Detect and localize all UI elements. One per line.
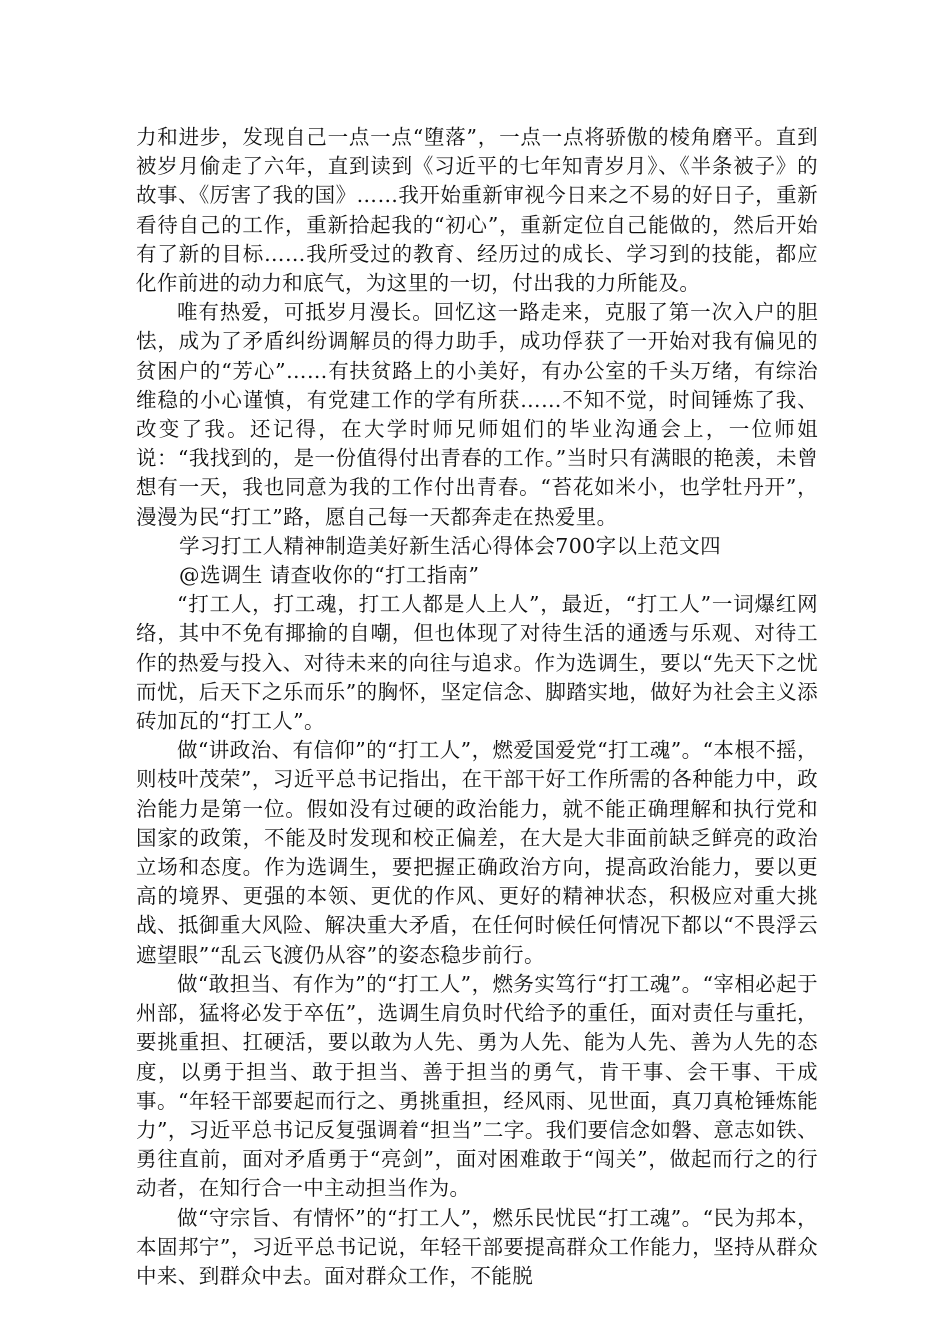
paragraph-continuation: 力和进步，发现自己一点一点“堕落”，一点一点将骄傲的棱角磨平。直到被岁月偷走了六年，直到读到《习近平的七年知青岁月》、《半条被子》的故事、《厉害了我的国》……我开始重新审视今日来之不易的好日子，重新看待自己的工作，重新拾起我的“初心”，重新定位自己能做的，然后开始有了新的目标……我所受过的教育、经历过的成长、学习到的技能，都应化作前进的动力和底气，为这里的一切，付出我的力所能及。	[136, 125, 818, 296]
paragraph-intro: “打工人，打工魂，打工人都是人上人”，最近，“打工人”一词爆红网络，其中不免有揶揄的自嘲，但也体现了对待生活的通透与乐观、对待工作的热爱与投入、对待未来的向往与追求。作为选调生，要以“先天下之忧而忧，后天下之乐而乐”的胸怀，坚定信念、脚踏实地，做好为社会主义添砖加瓦的“打工人”。	[136, 592, 818, 734]
section-title: 学习打工人精神制造美好新生活心得体会700字以上范文四	[179, 533, 721, 558]
paragraph-passion: 唯有热爱，可抵岁月漫长。回忆这一路走来，克服了第一次入户的胆怯，成为了矛盾纠纷调解员的得力助手，成功俘获了一开始对我有偏见的贫困户的“芳心”……有扶贫路上的小美好，有办公室的千头万绪，有综治维稳的小心谨慎，有党建工作的学有所获……不知不觉，时间锤炼了我、改变了我。还记得，在大学时师兄师姐们的毕业沟通会上，一位师姐说：“我找到的，是一份值得付出青春的工作。”当时只有满眼的艳羡，未曾想有一天，我也同意为我的工作付出青春。“苔花如米小，也学牡丹开”，漫漫为民“打工”路，愿自己每一天都奔走在热爱里。	[136, 300, 818, 529]
paragraph-politics: 做“讲政治、有信仰”的“打工人”，燃爱国爱党“打工魂”。“本根不摇，则枝叶茂荣”，习近平总书记指出，在干部干好工作所需的各种能力中，政治能力是第一位。假如没有过硬的政治能力，就不能正确理解和执行党和国家的政策，不能及时发现和校正偏差，在大是大非面前缺乏鲜亮的政治立场和态度。作为选调生，要把握正确政治方向，提高政治能力，要以更高的境界、更强的本领、更优的作风、更好的精神状态，积极应对重大挑战、抵御重大风险、解决重大矛盾，在任何时候任何情况下都以“不畏浮云遮望眼”“乱云飞渡仍从容”的姿态稳步前行。	[136, 738, 818, 967]
paragraph-people: 做“守宗旨、有情怀”的“打工人”，燃乐民忧民“打工魂”。“民为邦本，本固邦宁”，习近平总书记说，年轻干部要提高群众工作能力，坚持从群众中来、到群众中去。面对群众工作，不能脱	[136, 1205, 818, 1288]
paragraph-responsibility: 做“敢担当、有作为”的“打工人”，燃务实笃行“打工魂”。“宰相必起于州部，猛将必发于卒伍”，选调生肩负时代给予的重任，面对责任与重托，要挑重担、扛硬活，要以敢为人先、勇为人先、能为人先、善为人先的态度，以勇于担当、敢于担当、善于担当的勇气，肯干事、会干事、干成事。“年轻干部要起而行之、勇挑重担，经风雨、见世面，真刀真枪锤炼能力”，习近平总书记反复强调着“担当”二字。我们要信念如磐、意志如铁、勇往直前，面对矛盾勇于“亮剑”，面对困难敢于“闯关”，做起而行之的行动者，在知行合一中主动担当作为。	[136, 971, 818, 1201]
section-subtitle: @选调生 请查收你的“打工指南”	[179, 563, 480, 588]
document-body	[136, 123, 818, 1291]
